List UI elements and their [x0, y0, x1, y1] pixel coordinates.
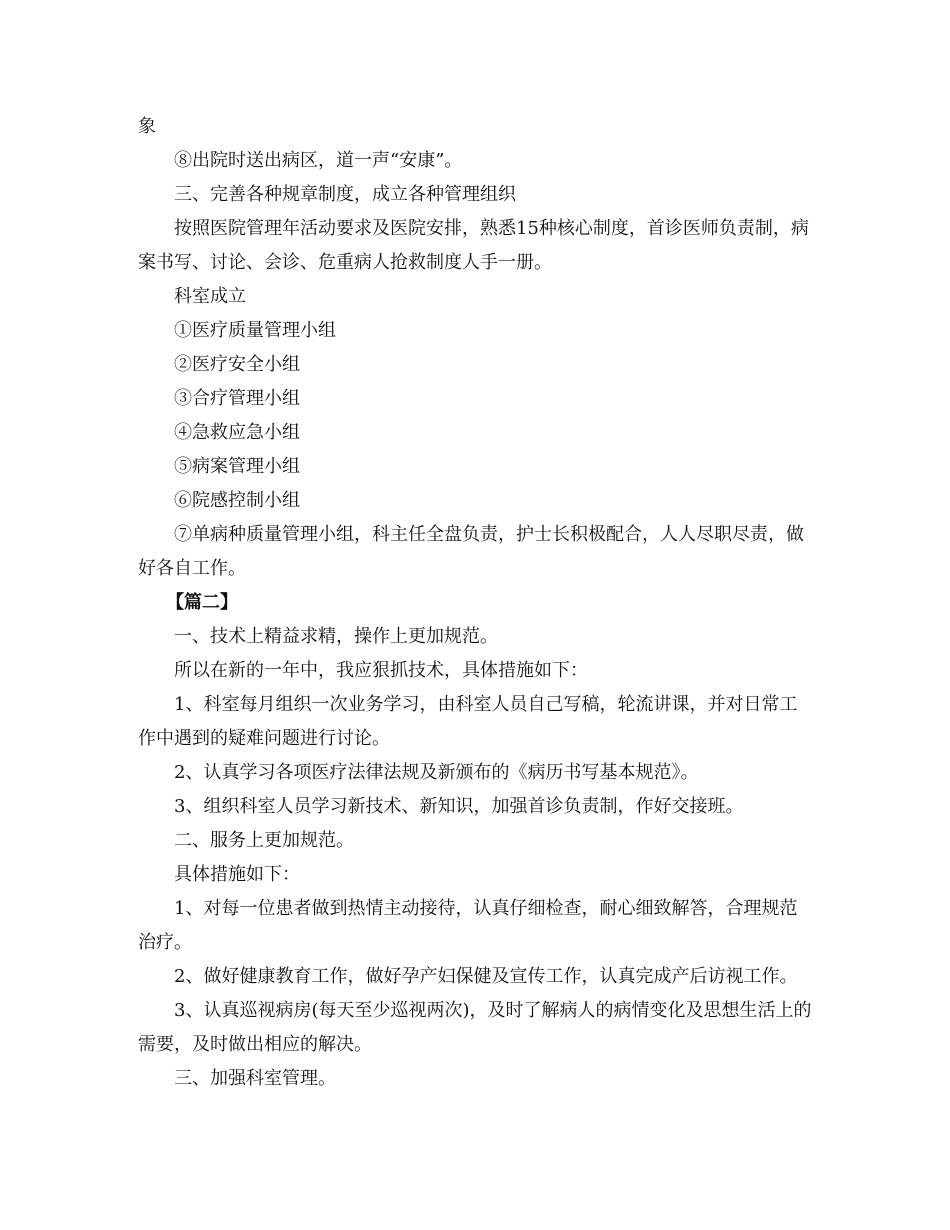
list-item: 2、做好健康教育工作，做好孕产妇保健及宣传工作，认真完成产后访视工作。: [174, 966, 798, 987]
part-heading: 【篇二】: [166, 592, 238, 613]
section-heading: 三、加强科室管理。: [174, 1068, 336, 1089]
paragraph: 按照医院管理年活动要求及医院安排，熟悉15种核心制度，首诊医师负责制，病案书写、讨论、会诊、危重病人抢救制度人手一册。: [138, 218, 809, 273]
list-item: 1、对每一位患者做到热情主动接待，认真仔细检查，耐心细致解答，合理规范治疗。: [138, 898, 798, 953]
list-item: ⑥院感控制小组: [174, 490, 300, 511]
paragraph-continuation: 象: [138, 116, 156, 137]
list-item: ⑤病案管理小组: [174, 456, 300, 477]
list-item: ④急救应急小组: [174, 422, 300, 443]
section-heading: 三、完善各种规章制度，成立各种管理组织: [174, 184, 516, 205]
list-item: ③合疗管理小组: [174, 388, 300, 409]
list-item: 3、认真巡视病房(每天至少巡视两次)，及时了解病人的病情变化及思想生活上的需要，及时做出相应的解决。: [138, 1000, 812, 1055]
list-item: ⑦单病种质量管理小组，科主任全盘负责，护士长积极配合，人人尽职尽责，做好各自工作。: [138, 524, 804, 579]
paragraph: 科室成立: [174, 286, 246, 307]
list-item: 2、认真学习各项医疗法律法规及新颁布的《病历书写基本规范》。: [174, 762, 699, 783]
list-item: ①医疗质量管理小组: [174, 320, 336, 341]
list-item: 3、组织科室人员学习新技术、新知识，加强首诊负责制，作好交接班。: [174, 796, 744, 817]
list-item: ⑧出院时送出病区，道一声“安康”。: [174, 150, 463, 171]
paragraph: 具体措施如下：: [174, 864, 300, 885]
section-heading: 一、技术上精益求精，操作上更加规范。: [174, 626, 498, 647]
document-body: [138, 110, 814, 1096]
list-item: ②医疗安全小组: [174, 354, 300, 375]
section-heading: 二、服务上更加规范。: [174, 830, 354, 851]
paragraph: 所以在新的一年中，我应狠抓技术，具体措施如下：: [174, 660, 588, 681]
list-item: 1、科室每月组织一次业务学习，由科室人员自己写稿，轮流讲课，并对日常工作中遇到的疑难问题进行讨论。: [138, 694, 798, 749]
